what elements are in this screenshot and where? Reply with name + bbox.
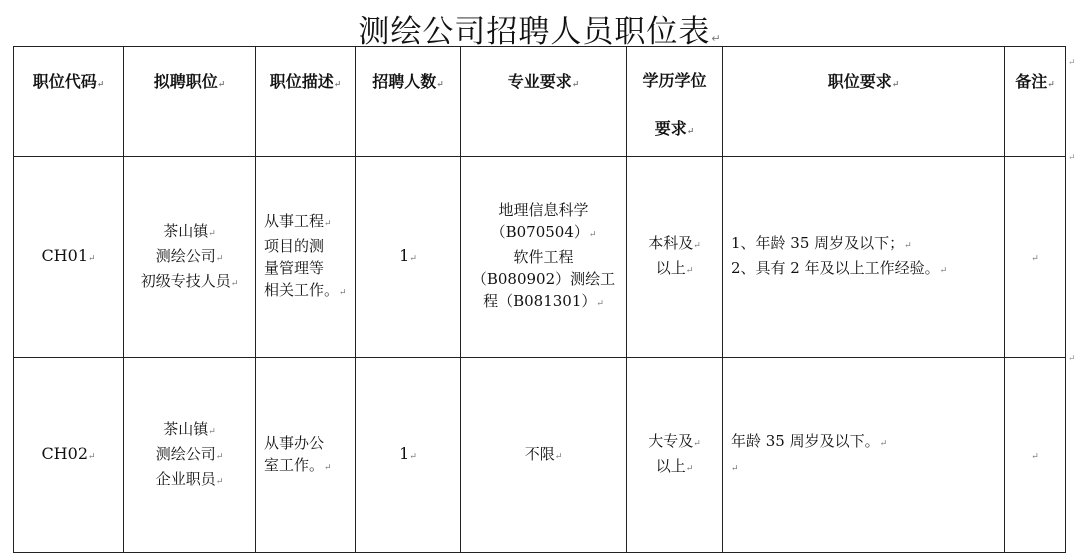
cell-notes: ↵ [1005,157,1066,358]
row-end-mark-icon: ↵ [1068,153,1076,163]
table-row [14,157,1066,358]
cell-requirements: 年龄 35 周岁及以下。↵ ↵ [723,358,1005,553]
cell-code: CH02↵ [14,358,124,553]
cell-description: 从事工程↵ 项目的测 量管理等 相关工作。↵ [256,157,356,358]
cell-notes: ↵ [1005,358,1066,553]
table-row [14,358,1066,553]
header-education: 学历学位 要求↵ [627,47,723,157]
table-header-row [14,47,1066,157]
header-requirements: 职位要求↵ [723,47,1005,157]
cell-position: 茶山镇↵ 测绘公司↵ 初级专技人员↵ [124,157,256,358]
cell-requirements: 1、年龄 35 周岁及以下；↵ 2、具有 2 年及以上工作经验。↵ [723,157,1005,358]
cell-position: 茶山镇↵ 测绘公司↵ 企业职员↵ [124,358,256,553]
paragraph-mark-icon: ↵ [711,32,722,45]
positions-table [13,46,1066,553]
header-description: 职位描述↵ [256,47,356,157]
cell-count: 1↵ [356,157,461,358]
cell-count: 1↵ [356,358,461,553]
header-major: 专业要求↵ [461,47,627,157]
cell-education: 本科及↵ 以上↵ [627,157,723,358]
cell-description: 从事办公 室工作。↵ [256,358,356,553]
cell-code: CH01↵ [14,157,124,358]
header-code: 职位代码↵ [14,47,124,157]
cell-major: 不限↵ [461,358,627,553]
header-count: 招聘人数↵ [356,47,461,157]
row-end-mark-icon: ↵ [1068,58,1076,68]
page-title [0,6,1080,51]
title-text: 测绘公司招聘人员职位表 [358,14,711,50]
row-end-mark-icon: ↵ [1068,354,1076,364]
cell-education: 大专及↵ 以上↵ [627,358,723,553]
header-position: 拟聘职位↵ [124,47,256,157]
cell-major: 地理信息科学 （B070504）↵ 软件工程 （B080902）测绘工 程（B081301）↵ [461,157,627,358]
header-notes: 备注↵ [1005,47,1066,157]
